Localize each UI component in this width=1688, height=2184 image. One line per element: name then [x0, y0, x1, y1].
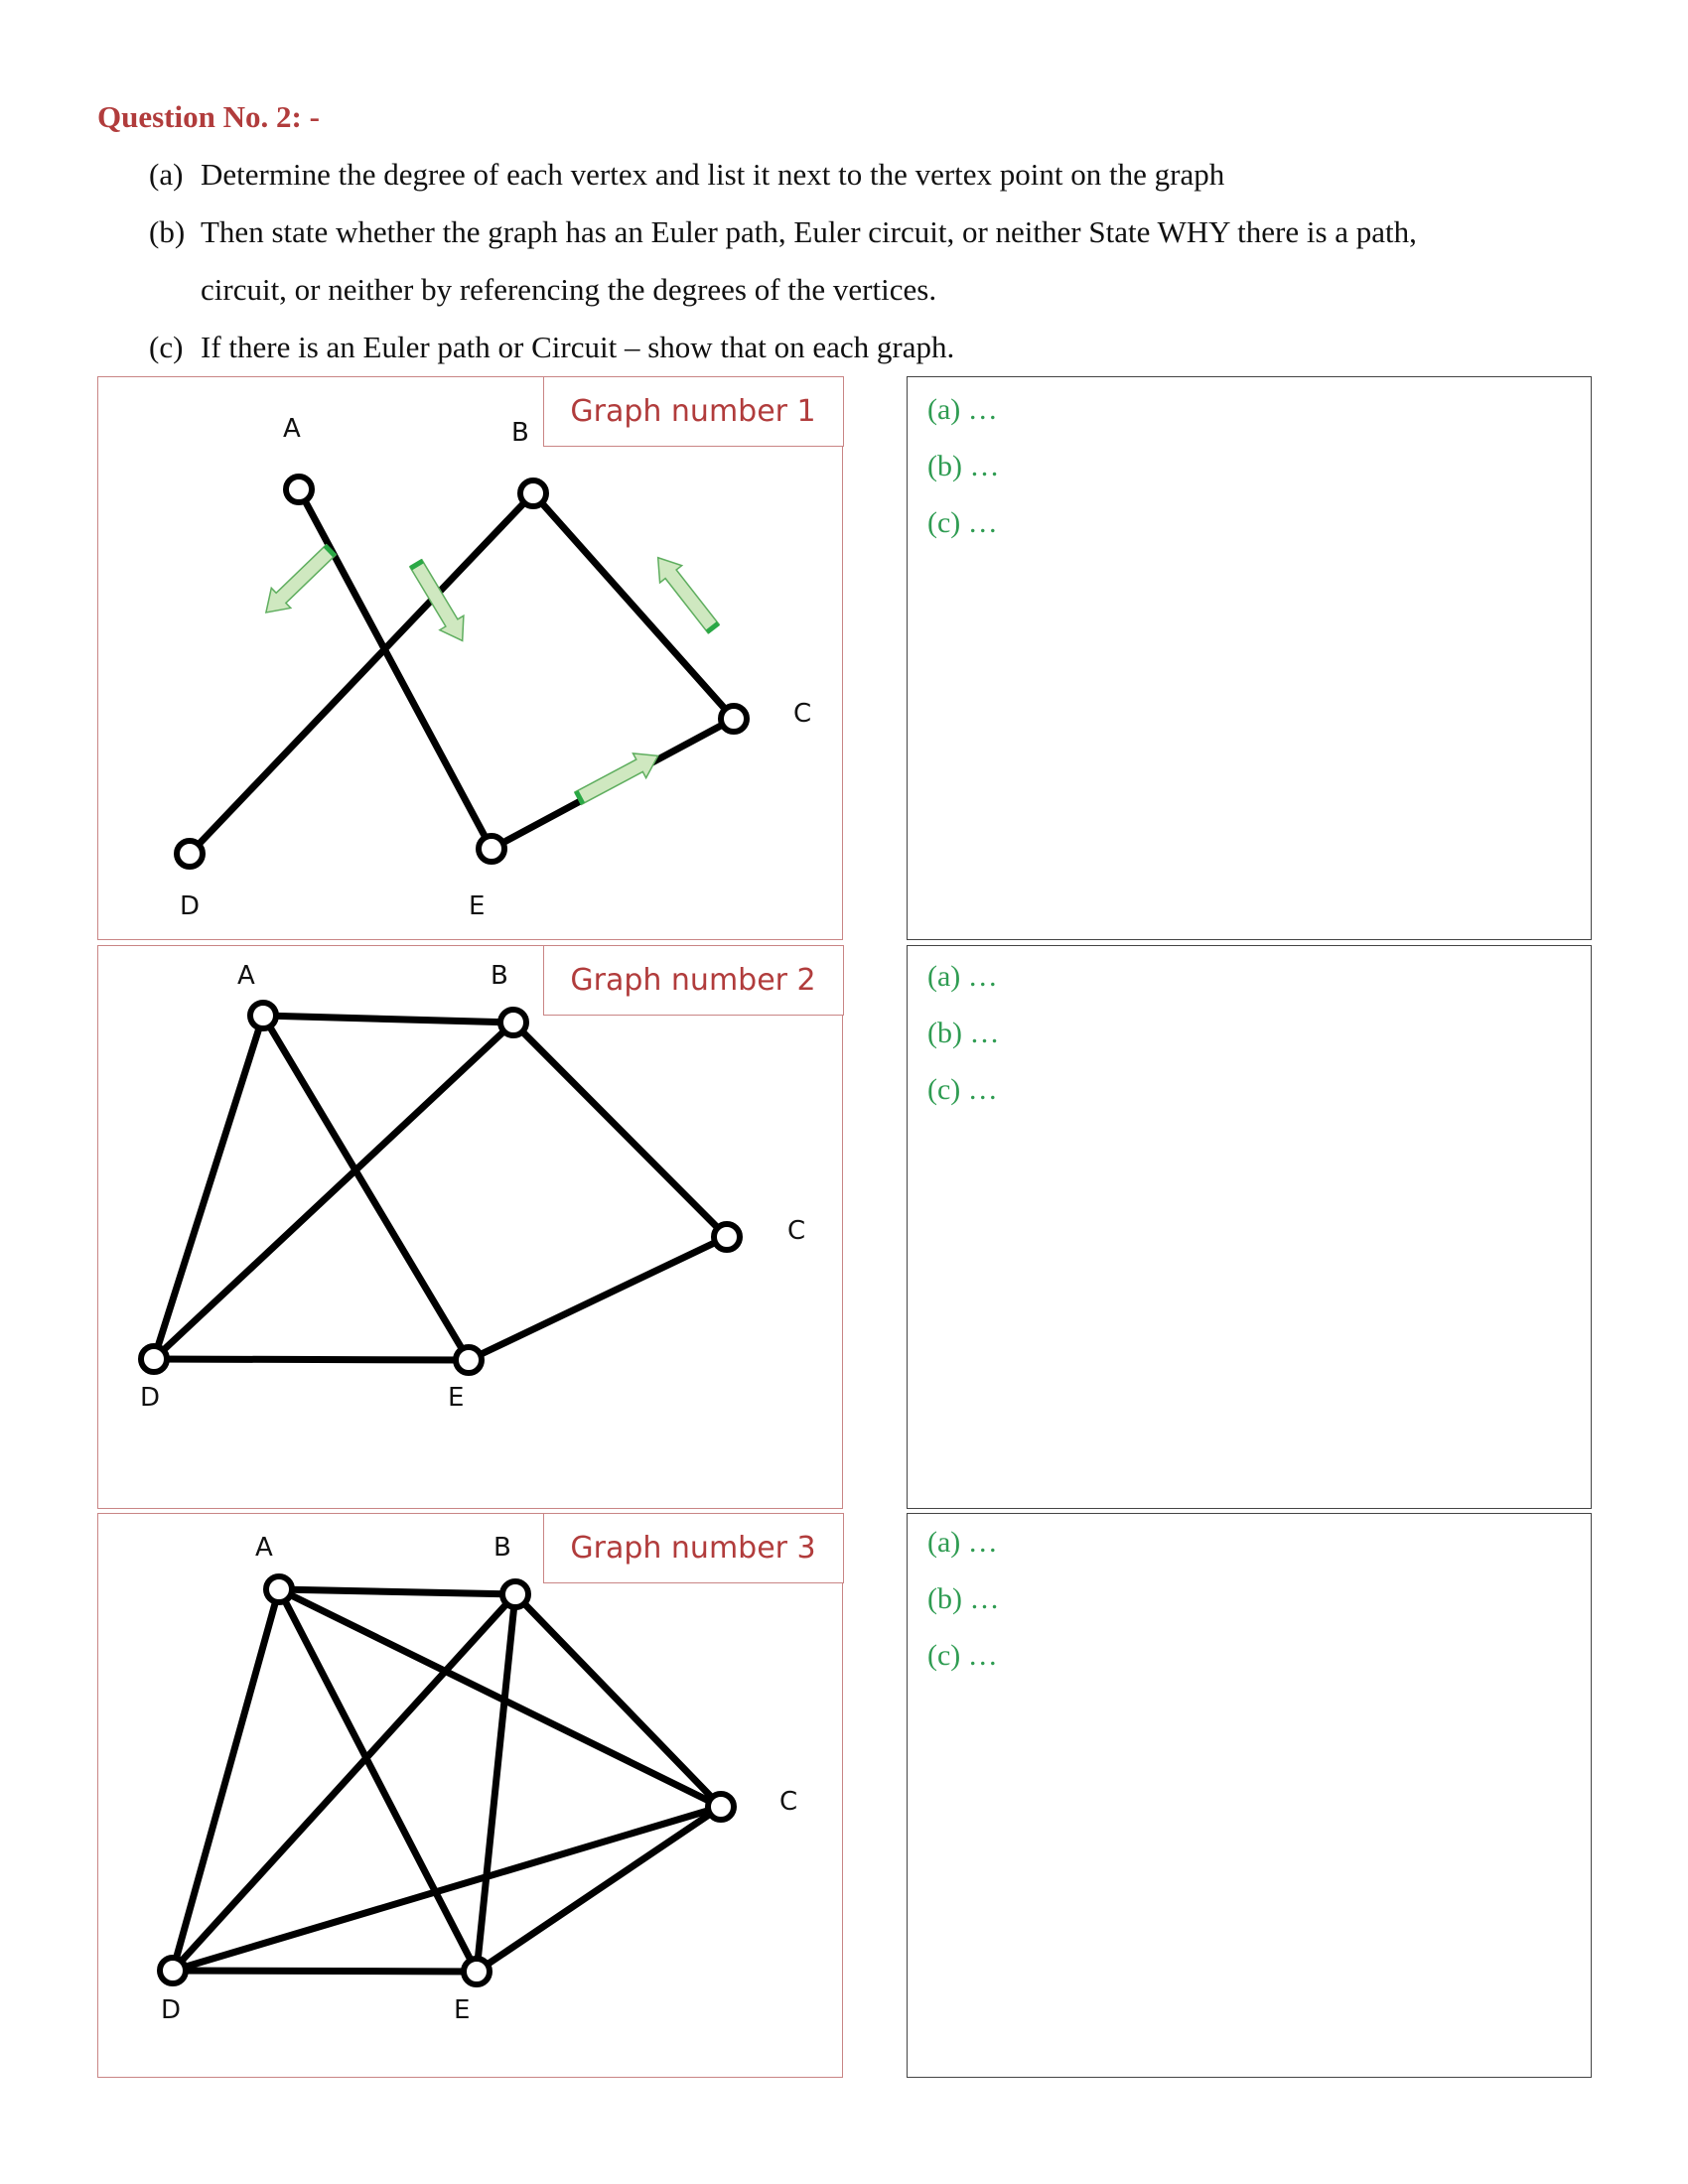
vertex-label-e: E — [454, 1995, 471, 2025]
answer-line-c: (c) … — [927, 1073, 998, 1106]
vertex-e — [456, 1347, 482, 1373]
edge-A-B — [263, 1016, 513, 1023]
vertex-c — [714, 1224, 740, 1250]
vertex-label-e: E — [469, 891, 486, 921]
instruction-b — [149, 214, 1417, 250]
answer-line-c: (c) … — [927, 506, 998, 539]
answer-box-1[interactable] — [907, 376, 1592, 940]
vertex-label-b: B — [493, 1533, 511, 1563]
vertex-b — [520, 480, 546, 506]
vertex-e — [464, 1959, 490, 1984]
graph-title-1: Graph number 1 — [543, 376, 844, 447]
instruction-label: (a) — [149, 157, 184, 192]
edge-B-C — [513, 1023, 727, 1237]
vertex-c — [708, 1794, 734, 1820]
instruction-a — [149, 157, 1224, 193]
vertex-label-d: D — [140, 1383, 161, 1413]
vertex-b — [500, 1010, 526, 1035]
vertex-label-c: C — [793, 699, 812, 729]
answer-line-c: (c) … — [927, 1639, 998, 1672]
direction-arrow-icon — [256, 539, 342, 622]
vertex-d — [177, 841, 203, 867]
edge-A-E — [263, 1016, 469, 1360]
vertex-a — [266, 1576, 292, 1602]
vertex-label-c: C — [779, 1787, 798, 1817]
graph-diagram-1 — [98, 377, 844, 941]
graph-title-2: Graph number 2 — [543, 945, 844, 1016]
edge-A-E — [299, 489, 492, 849]
edge-C-E — [477, 1807, 721, 1972]
vertex-c — [721, 706, 747, 732]
answer-line-b: (b) … — [927, 450, 1000, 482]
answer-line-b: (b) … — [927, 1017, 1000, 1049]
edge-C-D — [173, 1807, 721, 1971]
vertex-d — [141, 1346, 167, 1372]
vertex-b — [502, 1581, 528, 1607]
vertex-a — [250, 1003, 276, 1028]
question-title: Question No. 2: - — [97, 99, 320, 134]
vertex-label-b: B — [491, 961, 508, 991]
vertex-label-b: B — [511, 418, 529, 448]
edge-A-E — [279, 1589, 477, 1972]
graph-panel-3 — [97, 1513, 843, 2078]
graph-panel-1 — [97, 376, 843, 940]
vertex-label-d: D — [180, 891, 201, 921]
instruction-label: (b) — [149, 214, 186, 249]
answer-line-b: (b) … — [927, 1582, 1000, 1615]
direction-arrow-icon — [571, 744, 664, 811]
edge-B-C — [515, 1594, 721, 1807]
graph-diagram-2 — [98, 946, 844, 1510]
vertex-label-d: D — [161, 1995, 182, 2025]
edge-A-B — [279, 1589, 515, 1594]
instruction-text: circuit, or neither by referencing the degrees of the vertices. — [201, 272, 937, 307]
vertex-d — [160, 1958, 186, 1983]
direction-arrow-icon — [647, 549, 726, 638]
answer-line-a: (a) … — [927, 960, 998, 993]
answer-line-a: (a) … — [927, 1526, 998, 1559]
vertex-a — [286, 477, 312, 502]
vertex-label-c: C — [787, 1216, 806, 1246]
answer-line-a: (a) … — [927, 393, 998, 426]
edge-D-E — [154, 1359, 469, 1360]
graph-title-3: Graph number 3 — [543, 1513, 844, 1583]
vertex-e — [479, 836, 504, 862]
edge-B-E — [477, 1594, 515, 1972]
graph-diagram-3 — [98, 1514, 844, 2079]
instruction-label: (c) — [149, 330, 184, 364]
vertex-label-a: A — [283, 414, 301, 444]
answer-box-3[interactable] — [907, 1513, 1592, 2078]
edge-D-E — [173, 1971, 477, 1972]
edge-C-E — [469, 1237, 727, 1360]
vertex-label-a: A — [255, 1533, 273, 1563]
graph-panel-2 — [97, 945, 843, 1509]
vertex-label-a: A — [237, 961, 255, 991]
instruction-text: Then state whether the graph has an Euler path, Euler circuit, or neither State WHY there is a path, — [201, 214, 1417, 249]
instruction-c — [149, 330, 954, 365]
edge-B-D — [190, 493, 533, 854]
answer-box-2[interactable] — [907, 945, 1592, 1509]
vertex-label-e: E — [448, 1383, 465, 1413]
instruction-text: Determine the degree of each vertex and list it next to the vertex point on the graph — [201, 157, 1225, 192]
instruction-text: If there is an Euler path or Circuit – show that on each graph. — [201, 330, 955, 364]
instruction-b-continued — [149, 272, 936, 308]
